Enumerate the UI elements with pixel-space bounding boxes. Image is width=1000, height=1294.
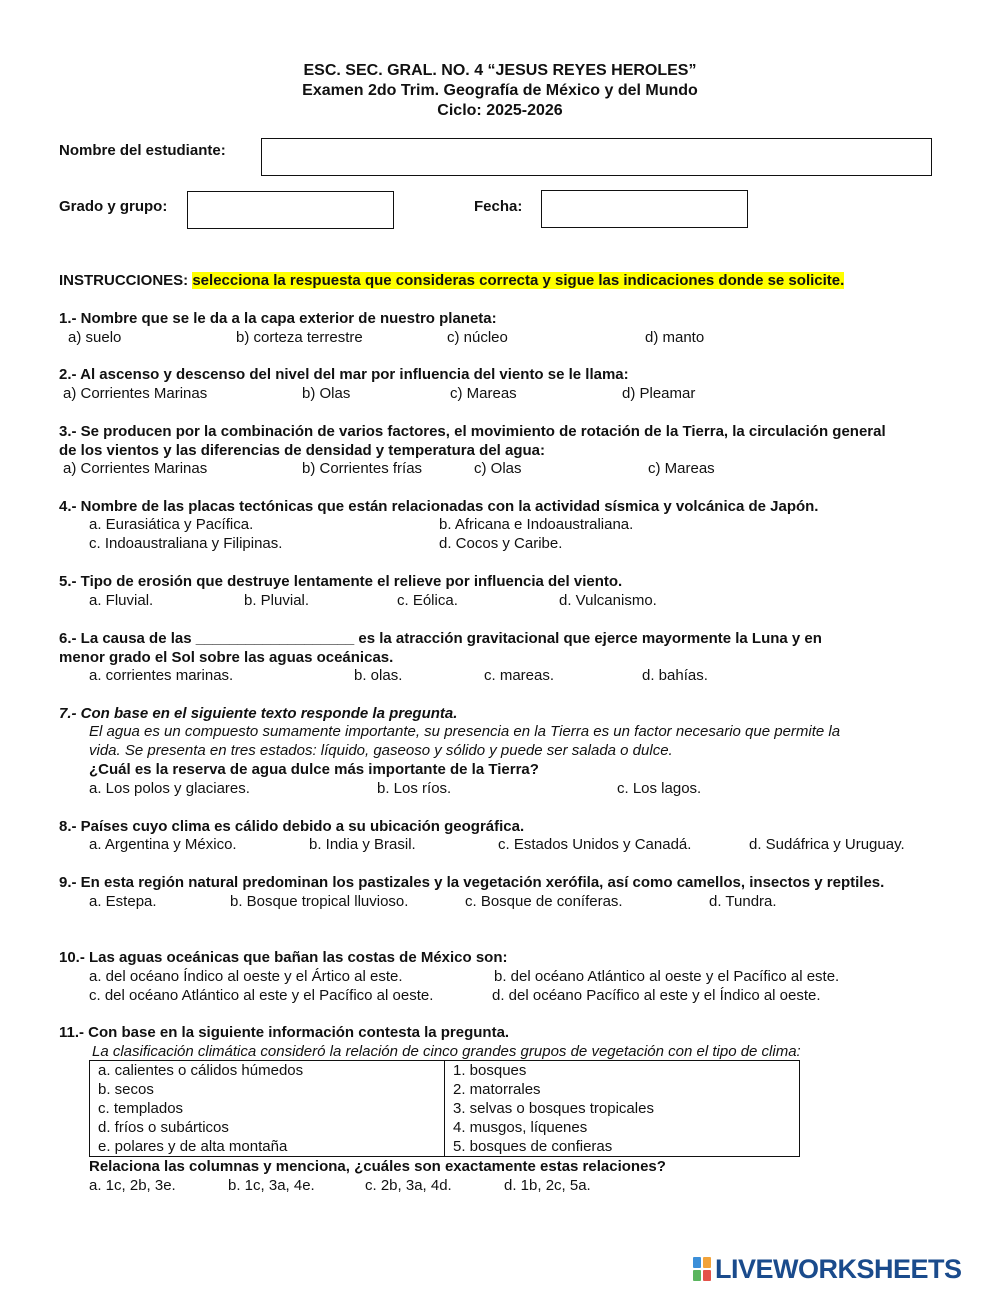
q9-option-b[interactable]: b. Bosque tropical lluvioso. [230,893,409,910]
q1-option-c[interactable]: c) núcleo [447,329,508,346]
q1-option-a[interactable]: a) suelo [68,329,122,346]
q9-option-c[interactable]: c. Bosque de coníferas. [465,893,623,910]
q3-option-c[interactable]: c) Olas [474,460,522,477]
table-cell-climate: d. fríos o subárticos [90,1118,445,1137]
student-name-input[interactable] [261,138,932,176]
table-cell-climate: e. polares y de alta montaña [90,1137,445,1157]
question-6-line-2: menor grado el Sol sobre las aguas oceánicas. [59,649,394,666]
q3-option-b[interactable]: b) Corrientes frías [302,460,423,477]
question-7: 7.- Con base en el siguiente texto responde la pregunta. [59,705,458,722]
q6-option-c[interactable]: c. mareas. [484,667,555,684]
q11-option-b[interactable]: b. 1c, 3a, 4e. [228,1177,315,1194]
table-cell-climate: c. templados [90,1099,445,1118]
q8-option-b[interactable]: b. India y Brasil. [309,836,416,853]
question-1: 1.- Nombre que se le da a la capa exterior de nuestro planeta: [59,310,497,327]
q4-option-b[interactable]: b. Africana e Indoaustraliana. [439,516,634,533]
q10-option-c[interactable]: c. del océano Atlántico al este y el Pacífico al oeste. [89,987,434,1004]
table-row [90,1061,800,1081]
table-cell-vegetation: 3. selvas o bosques tropicales [445,1099,800,1118]
liveworksheets-logo [693,1253,962,1284]
grade-group-label: Grado y grupo: [59,198,168,215]
q2-option-b[interactable]: b) Olas [302,385,351,402]
q8-option-a[interactable]: a. Argentina y México. [89,836,237,853]
q9-option-d[interactable]: d. Tundra. [709,893,777,910]
q5-option-b[interactable]: b. Pluvial. [244,592,310,609]
q6-option-a[interactable]: a. corrientes marinas. [89,667,234,684]
q4-option-a[interactable]: a. Eurasiática y Pacífica. [89,516,254,533]
logo-mark-block [703,1270,711,1281]
q7-text-line-1: El agua es un compuesto sumamente importante, su presencia en la Tierra es un factor necesario que permite la [89,723,841,740]
school-name: ESC. SEC. GRAL. NO. 4 “JESUS REYES HEROLES” [303,62,697,79]
question-10: 10.- Las aguas oceánicas que bañan las costas de México son: [59,949,508,966]
q4-option-c[interactable]: c. Indoaustraliana y Filipinas. [89,535,283,552]
question-3-line-2: de los vientos y las diferencias de densidad y temperatura del agua: [59,442,545,459]
school-cycle: Ciclo: 2025-2026 [437,102,563,119]
instructions-text: selecciona la respuesta que consideras correcta y sigue las indicaciones donde se solicite. [192,272,845,289]
table-cell-vegetation: 5. bosques de confieras [445,1137,800,1157]
q5-option-a[interactable]: a. Fluvial. [89,592,154,609]
q1-option-d[interactable]: d) manto [645,329,705,346]
question-8: 8.- Países cuyo clima es cálido debido a su ubicación geográfica. [59,818,525,835]
q2-option-a[interactable]: a) Corrientes Marinas [63,385,208,402]
q11-sub-question: Relaciona las columnas y menciona, ¿cuáles son exactamente estas relaciones? [89,1158,666,1175]
q5-option-c[interactable]: c. Eólica. [397,592,458,609]
table-row [90,1080,800,1099]
date-label: Fecha: [474,198,523,215]
table-row [90,1137,800,1157]
grade-group-input[interactable] [187,191,394,229]
q3-option-a[interactable]: a) Corrientes Marinas [63,460,208,477]
q3-option-d[interactable]: c) Mareas [648,460,715,477]
logo-mark-block [693,1257,701,1268]
table-cell-climate: a. calientes o cálidos húmedos [90,1061,445,1081]
question-11: 11.- Con base en la siguiente información contesta la pregunta. [59,1024,510,1041]
instructions [59,272,844,290]
climate-vegetation-table [89,1060,800,1157]
q1-option-b[interactable]: b) corteza terrestre [236,329,363,346]
q11-option-d[interactable]: d. 1b, 2c, 5a. [504,1177,591,1194]
question-4: 4.- Nombre de las placas tectónicas que están relacionadas con la actividad sísmica y volcánica de Japón. [59,498,819,515]
table-row [90,1118,800,1137]
question-5: 5.- Tipo de erosión que destruye lentamente el relieve por influencia del viento. [59,573,623,590]
instructions-label: INSTRUCCIONES: [59,272,189,289]
table-cell-vegetation: 1. bosques [445,1061,800,1081]
date-input[interactable] [541,190,748,228]
q10-option-a[interactable]: a. del océano Índico al oeste y el Ártico al este. [89,968,403,985]
q9-option-a[interactable]: a. Estepa. [89,893,157,910]
q7-option-c[interactable]: c. Los lagos. [617,780,702,797]
table-cell-climate: b. secos [90,1080,445,1099]
table-row [90,1099,800,1118]
question-2: 2.- Al ascenso y descenso del nivel del mar por influencia del viento se le llama: [59,366,629,383]
q11-option-a[interactable]: a. 1c, 2b, 3e. [89,1177,176,1194]
table-cell-vegetation: 4. musgos, líquenes [445,1118,800,1137]
logo-mark-block [693,1270,701,1281]
q2-option-d[interactable]: d) Pleamar [622,385,696,402]
table-cell-vegetation: 2. matorrales [445,1080,800,1099]
q8-option-d[interactable]: d. Sudáfrica y Uruguay. [749,836,905,853]
q7-text-line-2: vida. Se presenta en tres estados: líquido, gaseoso y sólido y puede ser salada o dulce. [89,742,673,759]
liveworksheets-logo-text: LIVEWORKSHEETS [715,1253,962,1284]
q7-sub-question: ¿Cuál es la reserva de agua dulce más importante de la Tierra? [89,761,539,778]
q5-option-d[interactable]: d. Vulcanismo. [559,592,657,609]
q7-option-b[interactable]: b. Los ríos. [377,780,452,797]
question-9: 9.- En esta región natural predominan los pastizales y la vegetación xerófila, así como camellos, insectos y reptiles. [59,874,885,891]
q4-option-d[interactable]: d. Cocos y Caribe. [439,535,563,552]
q10-option-d[interactable]: d. del océano Pacífico al este y el Índico al oeste. [492,987,821,1004]
q6-option-b[interactable]: b. olas. [354,667,403,684]
logo-mark-block [703,1257,711,1268]
q11-text: La clasificación climática consideró la relación de cinco grandes grupos de vegetación con el tipo de clima: [92,1043,801,1060]
q6-option-d[interactable]: d. bahías. [642,667,708,684]
q2-option-c[interactable]: c) Mareas [450,385,517,402]
q11-option-c[interactable]: c. 2b, 3a, 4d. [365,1177,452,1194]
q10-option-b[interactable]: b. del océano Atlántico al oeste y el Pacífico al este. [494,968,840,985]
question-3-line-1: 3.- Se producen por la combinación de varios factores, el movimiento de rotación de la Tierra, la circulación general [59,423,886,440]
question-6-line-1: 6.- La causa de las ___________________ es la atracción gravitacional que ejerce mayormente la Luna y en [59,630,822,647]
liveworksheets-mark-icon [693,1257,711,1281]
q7-option-a[interactable]: a. Los polos y glaciares. [89,780,250,797]
exam-title: Examen 2do Trim. Geografía de México y del Mundo [302,82,698,99]
student-name-label: Nombre del estudiante: [59,142,226,159]
q8-option-c[interactable]: c. Estados Unidos y Canadá. [498,836,692,853]
